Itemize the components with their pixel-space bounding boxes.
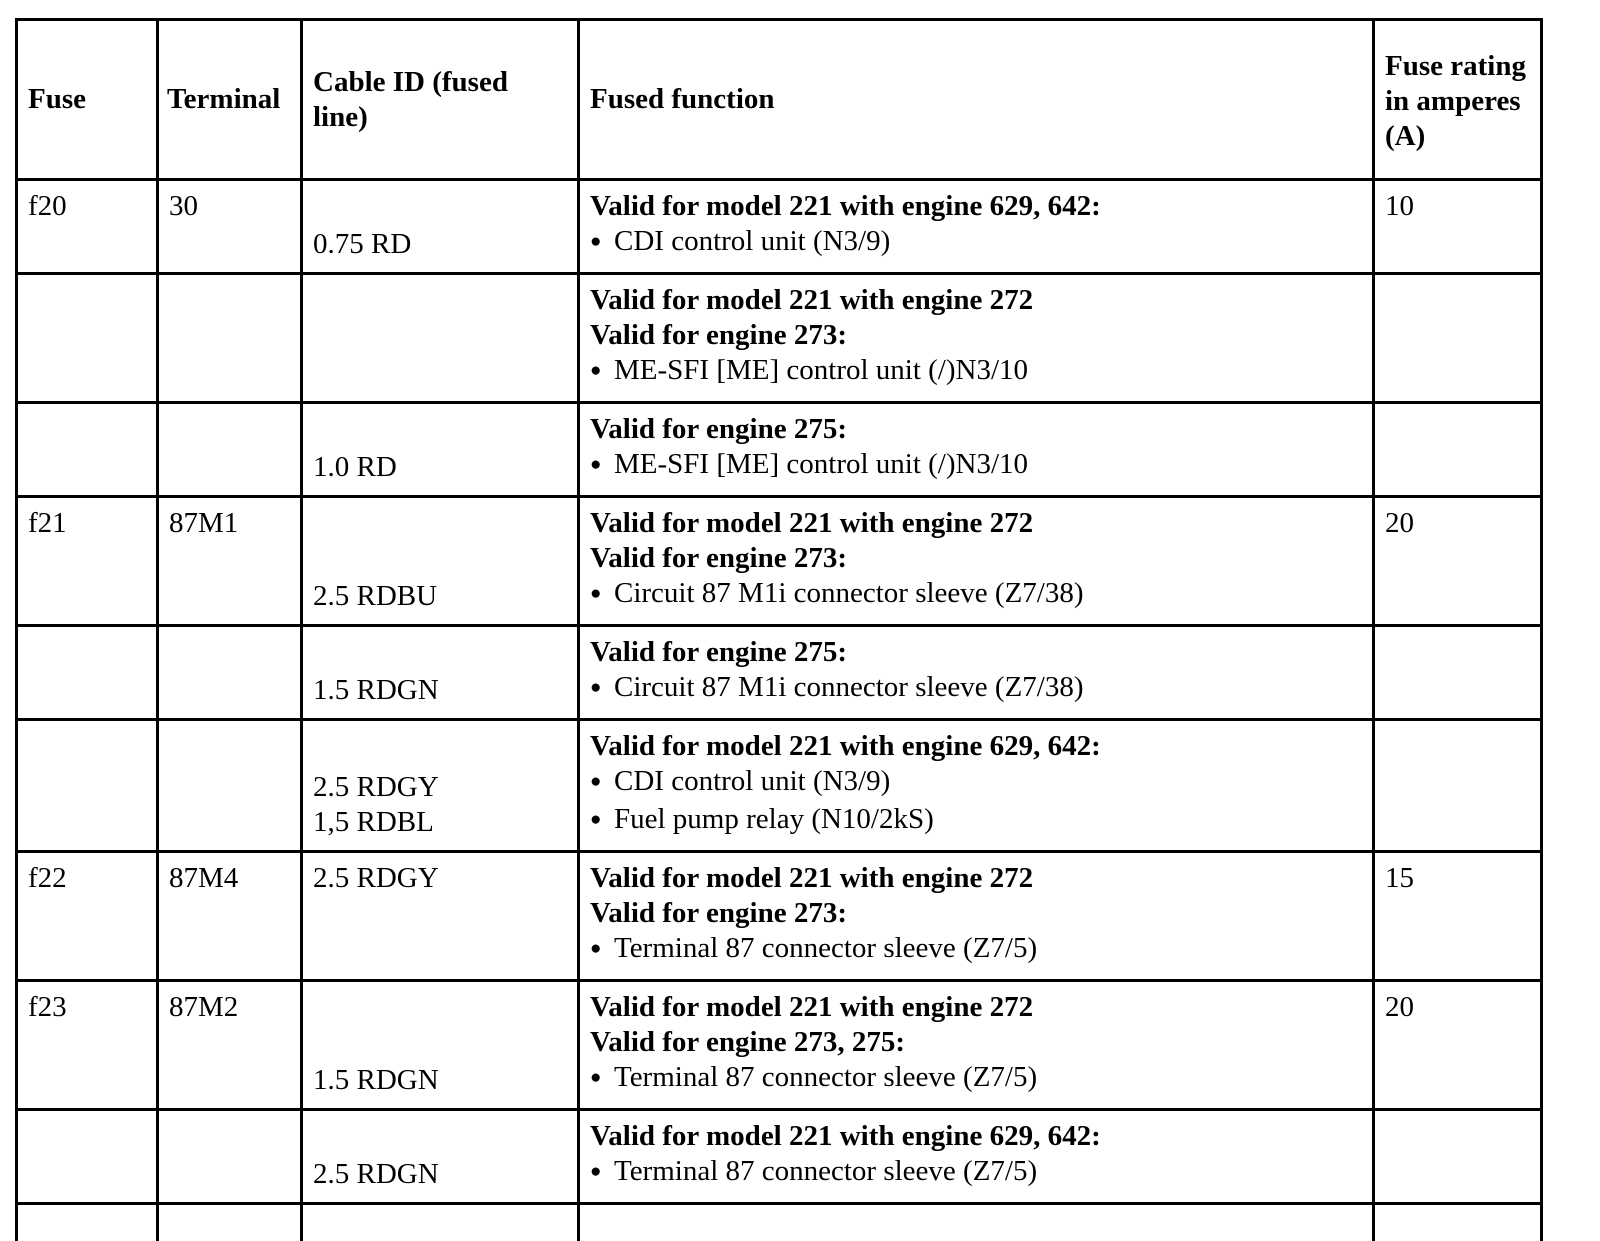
component-item (590, 802, 1364, 840)
terminal-cell (158, 720, 302, 852)
component-label: Circuit 87 M1i connector sleeve (Z7/38) (614, 671, 1084, 703)
fused-function-cell (579, 180, 1374, 274)
table-row (17, 403, 1542, 497)
table-row (17, 626, 1542, 720)
fuse-rating-cell: 20 (1374, 497, 1542, 626)
component-label: CDI control unit (N3/9) (614, 765, 890, 797)
fuse-cell (17, 720, 158, 852)
fused-function-cell (579, 274, 1374, 403)
bullet-icon (590, 354, 614, 386)
fuse-table (15, 18, 1543, 1241)
fuse-rating-cell (1374, 274, 1542, 403)
component-item (590, 764, 1364, 802)
terminal-cell: 87M4 (158, 852, 302, 981)
component-item (590, 1154, 1364, 1192)
bullet-icon (590, 225, 614, 257)
cable-id: 2.5 RDGN (313, 1157, 569, 1192)
fused-function-cell (579, 852, 1374, 981)
fuse-cell: f21 (17, 497, 158, 626)
terminal-cell (158, 626, 302, 720)
validity-note: Valid for model 221 with engine 629, 642: (590, 1119, 1364, 1154)
component-item (590, 224, 1364, 262)
validity-note: Valid for model 221 with engine 272 (590, 990, 1364, 1025)
table-row (17, 180, 1542, 274)
terminal-cell (158, 1110, 302, 1204)
validity-note: Valid for model 221 with engine 272 (590, 283, 1364, 318)
fused-function-cell (579, 497, 1374, 626)
cable-id-cell (302, 981, 579, 1110)
cable-id-cell (302, 403, 579, 497)
cable-id-cell (302, 1110, 579, 1204)
validity-note: Valid for model 221 with engine 272 (590, 861, 1364, 896)
component-label: CDI control unit (N3/9) (614, 225, 890, 257)
terminal-cell (158, 403, 302, 497)
component-item (590, 1060, 1364, 1098)
component-label: Terminal 87 connector sleeve (Z7/5) (614, 932, 1037, 964)
fused-function-cell (579, 403, 1374, 497)
component-label: ME-SFI [ME] control unit (/)N3/10 (614, 354, 1028, 386)
component-label: Circuit 87 M1i connector sleeve (Z7/38) (614, 577, 1084, 609)
table-row (17, 1110, 1542, 1204)
fuse-rating-cell (1374, 1110, 1542, 1204)
component-item (590, 576, 1364, 614)
component-item (590, 931, 1364, 969)
cable-id: 1,5 RDBL (313, 805, 569, 840)
header-fuse-rating: Fuse rating in amperes (A) (1374, 20, 1542, 180)
component-item (590, 353, 1364, 391)
bullet-icon (590, 765, 614, 797)
empty-cell (158, 1204, 302, 1241)
empty-cell (17, 1204, 158, 1241)
table-row (17, 981, 1542, 1110)
fuse-rating-cell: 10 (1374, 180, 1542, 274)
validity-note: Valid for model 221 with engine 629, 642: (590, 189, 1364, 224)
terminal-cell: 87M2 (158, 981, 302, 1110)
header-terminal: Terminal (158, 20, 302, 180)
empty-cell (302, 1204, 579, 1241)
fuse-rating-cell (1374, 720, 1542, 852)
bullet-icon (590, 577, 614, 609)
fuse-cell: f23 (17, 981, 158, 1110)
component-label: Fuel pump relay (N10/2kS) (614, 803, 934, 835)
validity-note: Valid for engine 273, 275: (590, 1025, 1364, 1060)
cable-id-cell (302, 720, 579, 852)
component-label: Terminal 87 connector sleeve (Z7/5) (614, 1155, 1037, 1187)
fuse-table-body (17, 180, 1542, 1241)
cable-id: 1.5 RDGN (313, 1063, 569, 1098)
terminal-cell (158, 274, 302, 403)
component-label: Terminal 87 connector sleeve (Z7/5) (614, 1061, 1037, 1093)
component-label: ME-SFI [ME] control unit (/)N3/10 (614, 448, 1028, 480)
header-fused-function: Fused function (579, 20, 1374, 180)
header-row (17, 20, 1542, 180)
table-row (17, 720, 1542, 852)
fuse-rating-cell: 20 (1374, 981, 1542, 1110)
table-row (17, 274, 1542, 403)
header-cable-id: Cable ID (fused line) (302, 20, 579, 180)
cable-id-cell (302, 497, 579, 626)
cable-id: 2.5 RDBU (313, 579, 569, 614)
fuse-cell: f20 (17, 180, 158, 274)
fuse-rating-cell (1374, 626, 1542, 720)
validity-note: Valid for engine 273: (590, 318, 1364, 353)
cable-id-cell (302, 180, 579, 274)
cable-id: 1.0 RD (313, 450, 569, 485)
fuse-rating-cell: 15 (1374, 852, 1542, 981)
empty-cell (1374, 1204, 1542, 1241)
fuse-cell (17, 626, 158, 720)
cable-id-cell (302, 274, 579, 403)
validity-note: Valid for engine 275: (590, 635, 1364, 670)
bullet-icon (590, 448, 614, 480)
cable-id-cell (302, 626, 579, 720)
validity-note: Valid for model 221 with engine 272 (590, 506, 1364, 541)
cable-id: 0.75 RD (313, 227, 569, 262)
empty-cell (579, 1204, 1374, 1241)
cable-id: 1.5 RDGN (313, 673, 569, 708)
cable-id: 2.5 RDGY (313, 770, 569, 805)
validity-note: Valid for engine 275: (590, 412, 1364, 447)
validity-note: Valid for engine 273: (590, 896, 1364, 931)
fused-function-cell (579, 1110, 1374, 1204)
table-row (17, 852, 1542, 981)
bullet-icon (590, 1061, 614, 1093)
validity-note: Valid for model 221 with engine 629, 642: (590, 729, 1364, 764)
header-fuse: Fuse (17, 20, 158, 180)
validity-note: Valid for engine 273: (590, 541, 1364, 576)
fuse-rating-cell (1374, 403, 1542, 497)
component-item (590, 447, 1364, 485)
table-row (17, 497, 1542, 626)
bullet-icon (590, 803, 614, 835)
cable-id-cell (302, 852, 579, 981)
bullet-icon (590, 932, 614, 964)
bullet-icon (590, 671, 614, 703)
fused-function-cell (579, 720, 1374, 852)
fuse-cell (17, 274, 158, 403)
continuation-row (17, 1204, 1542, 1241)
cable-id: 2.5 RDGY (313, 861, 569, 896)
fuse-cell (17, 403, 158, 497)
terminal-cell: 30 (158, 180, 302, 274)
terminal-cell: 87M1 (158, 497, 302, 626)
fused-function-cell (579, 626, 1374, 720)
fuse-cell: f22 (17, 852, 158, 981)
fuse-cell (17, 1110, 158, 1204)
component-item (590, 670, 1364, 708)
bullet-icon (590, 1155, 614, 1187)
fused-function-cell (579, 981, 1374, 1110)
